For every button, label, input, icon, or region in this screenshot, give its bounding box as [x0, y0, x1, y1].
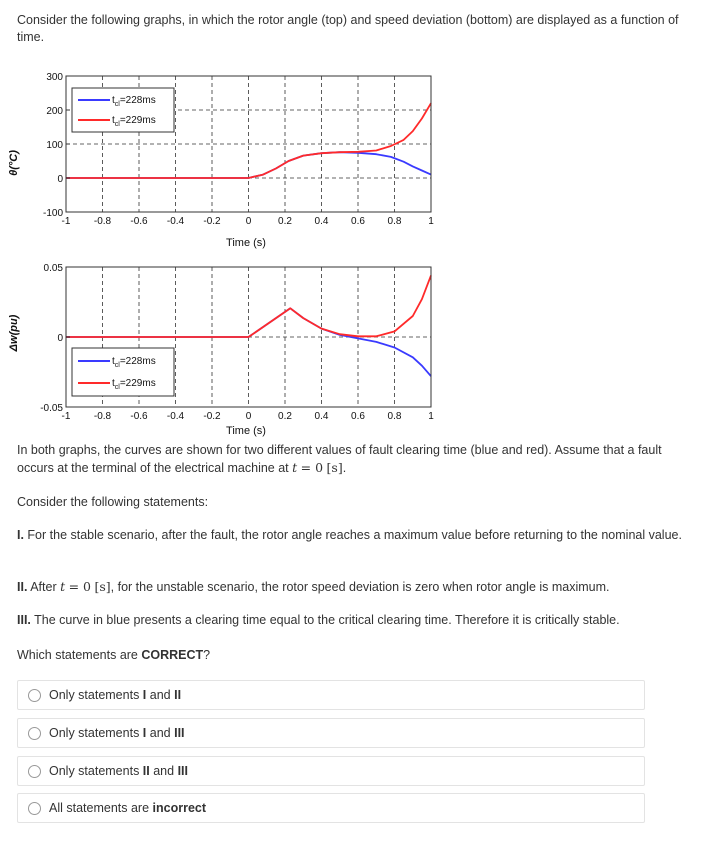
rotor-angle-xlabel: Time (s): [226, 237, 266, 249]
consider-statements: Consider the following statements:: [17, 495, 209, 509]
question-intro: Consider the following graphs, in which the rotor angle (top) and speed deviation (bottom) are displayed as a function of time.: [17, 13, 679, 44]
x-tick-label: 1: [428, 216, 434, 227]
x-tick-label: 0: [245, 216, 252, 227]
rotor-angle-legend: [72, 88, 174, 132]
legend-blue-label: $t_{cl}=228ms$: [112, 356, 156, 369]
which-correct-prompt: Which statements are CORRECT?: [17, 648, 211, 662]
x-tick-label: -0.4: [166, 411, 185, 422]
x-tick-label: 1: [428, 411, 434, 422]
graphs-explanation: In both graphs, the curves are shown for two different values of fault clearing time (blue and red). Assume that a fault occurs at the terminal of the electrical machine at t = 0 [s].: [17, 443, 662, 475]
x-tick-label: -1: [61, 216, 71, 227]
y-tick-label: -100: [42, 208, 63, 219]
y-tick-label: 200: [46, 106, 63, 117]
x-tick-label: -0.8: [93, 216, 112, 227]
rotor-angle-chart: [0, 60, 709, 260]
x-tick-label: 0.2: [278, 216, 292, 227]
x-tick-label: -0.6: [130, 411, 148, 422]
x-tick-label: 0.6: [351, 216, 365, 227]
x-tick-label: 0.8: [387, 216, 402, 227]
y-tick-label: 0: [57, 174, 63, 185]
y-tick-label: 100: [46, 140, 63, 151]
answer-option-3[interactable]: [17, 756, 645, 786]
x-tick-label: -0.2: [203, 411, 221, 422]
answer-option-label: Only statements II and III: [49, 764, 188, 778]
answer-option-1[interactable]: [17, 680, 645, 710]
radio-button[interactable]: [28, 765, 41, 778]
x-tick-label: -0.2: [203, 216, 221, 227]
x-tick-label: 0.8: [387, 411, 402, 422]
speed-deviation-ylabel: Δw(pu): [8, 314, 20, 352]
answer-option-2[interactable]: [17, 718, 645, 748]
x-tick-label: -1: [61, 411, 71, 422]
rotor-angle-ylabel: θ(°C): [8, 150, 20, 176]
legend-red-label: $t_{cl}=229ms$: [112, 115, 156, 128]
x-tick-label: 0.6: [351, 411, 365, 422]
x-tick-label: 0.4: [314, 216, 329, 227]
y-tick-label: 0.05: [43, 263, 63, 274]
answer-option-4[interactable]: [17, 793, 645, 823]
speed-deviation-legend: [72, 348, 174, 396]
radio-button[interactable]: [28, 802, 41, 815]
x-tick-label: 0.2: [278, 411, 292, 422]
y-tick-label: 300: [46, 72, 63, 83]
radio-button[interactable]: [28, 727, 41, 740]
legend-red-label: $t_{cl}=229ms$: [112, 378, 156, 391]
x-tick-label: -0.4: [166, 216, 185, 227]
statement-1: I. For the stable scenario, after the fault, the rotor angle reaches a maximum value before returning to the nominal value.: [17, 528, 682, 542]
answer-option-label: Only statements I and III: [49, 726, 185, 740]
speed-deviation-x-ticks: [62, 411, 435, 422]
y-tick-label: -0.05: [40, 403, 63, 414]
statement-2: II. After t = 0 [s], for the unstable scenario, the rotor speed deviation is zero when rotor angle is maximum.: [17, 579, 610, 594]
x-tick-label: 0: [245, 411, 252, 422]
speed-deviation-xlabel: Time (s): [226, 425, 266, 437]
x-tick-label: -0.6: [130, 216, 148, 227]
radio-button[interactable]: [28, 689, 41, 702]
rotor-angle-x-ticks: [62, 216, 435, 227]
x-tick-label: -0.8: [93, 411, 112, 422]
legend-blue-label: $t_{cl}=228ms$: [112, 95, 156, 108]
x-tick-label: 0.4: [314, 411, 329, 422]
answer-option-label: All statements are incorrect: [49, 801, 207, 815]
speed-deviation-chart: [0, 250, 709, 440]
statement-3: III. The curve in blue presents a clearing time equal to the critical clearing time. Therefore it is critically stable.: [17, 613, 620, 627]
y-tick-label: 0: [57, 333, 63, 344]
answer-option-label: Only statements I and II: [49, 688, 182, 702]
